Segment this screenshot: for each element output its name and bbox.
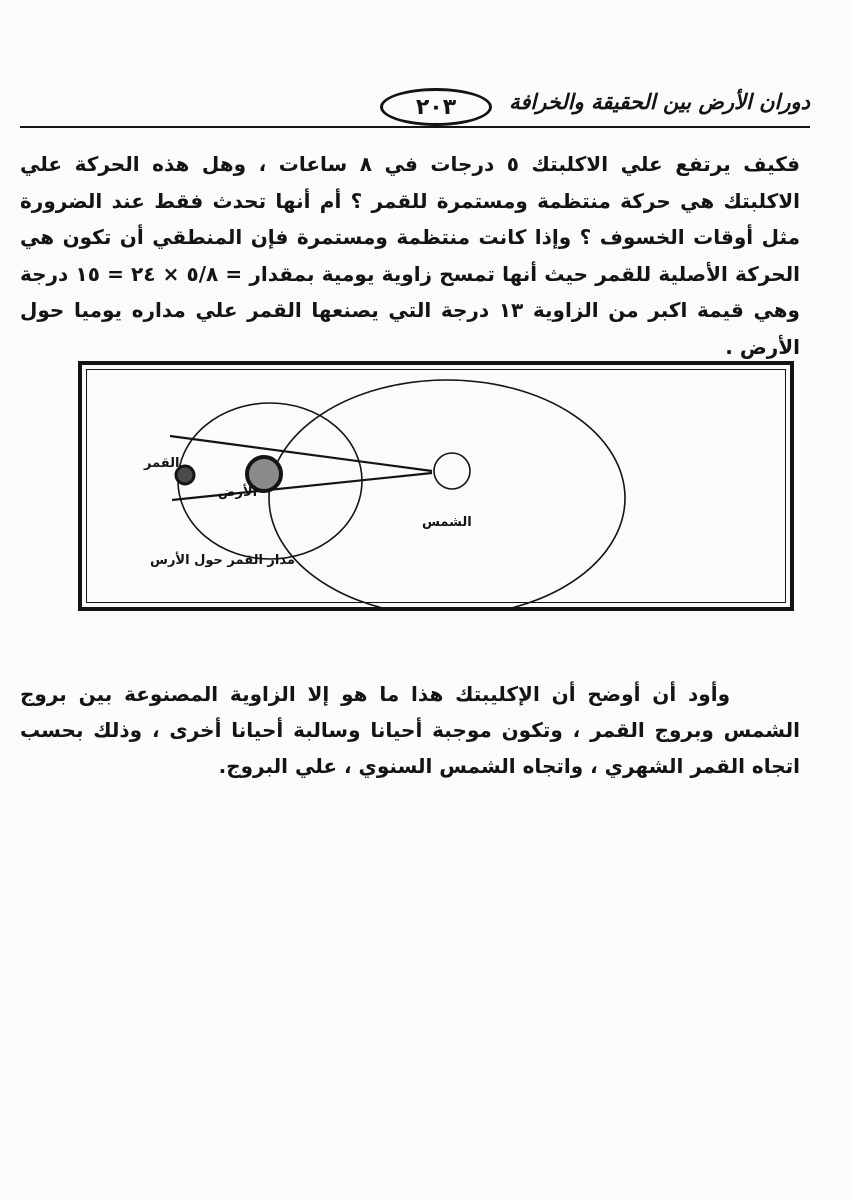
- running-title: دوران الأرض بين الحقيقة والخرافة: [509, 90, 810, 114]
- moon-label: القمر: [144, 456, 180, 471]
- moon-orbit-label: مدار القمر حول الأرس: [150, 553, 295, 568]
- page-header: [20, 88, 810, 132]
- sun-label: الشمس: [422, 515, 472, 530]
- sight-line-upper: [170, 436, 432, 471]
- earth-orbit-ellipse: [269, 380, 625, 607]
- body-paragraph-2: وأود أن أوضح أن الإكليبتك هذا ما هو إلا الزاوية المصنوعة بين بروج الشمس وبروج القمر ، وتكون موجبة أحيانا وسالبة أحيانا أخرى ، وذلك بحسب اتجاه القمر الشهري ، واتجاه الشمس السنوي ، علي البروج.: [20, 682, 800, 778]
- sun-circle: [434, 453, 470, 489]
- sight-line-lower: [172, 473, 432, 500]
- earth-label: الأرض: [218, 485, 258, 500]
- header-rule: [20, 126, 810, 128]
- orbit-diagram: [78, 361, 794, 611]
- page-number: ٢٠٣: [380, 88, 492, 126]
- body-paragraph-1: فكيف يرتفع علي الاكلبتك ٥ درجات في ٨ ساعات ، وهل هذه الحركة علي الاكلبتك هي حركة منتظمة ومستمرة للقمر ؟ أم أنها تحدث فقط عند الضرورة مثل أوقات الخسوف ؟ وإذا كانت منتظمة ومستمرة فإن المنطقي أن تكون هي الحركة الأصلية للقمر حيث أنها تمسح زاوية يومية بمقدار = ٥/٨ × ٢٤ = ١٥ درجة وهي قيمة اكبر من الزاوية ١٣ درجة التي يصنعها القمر علي مداره يوميا حول الأرض .: [20, 152, 800, 359]
- orbit-diagram-drawing: [82, 365, 790, 607]
